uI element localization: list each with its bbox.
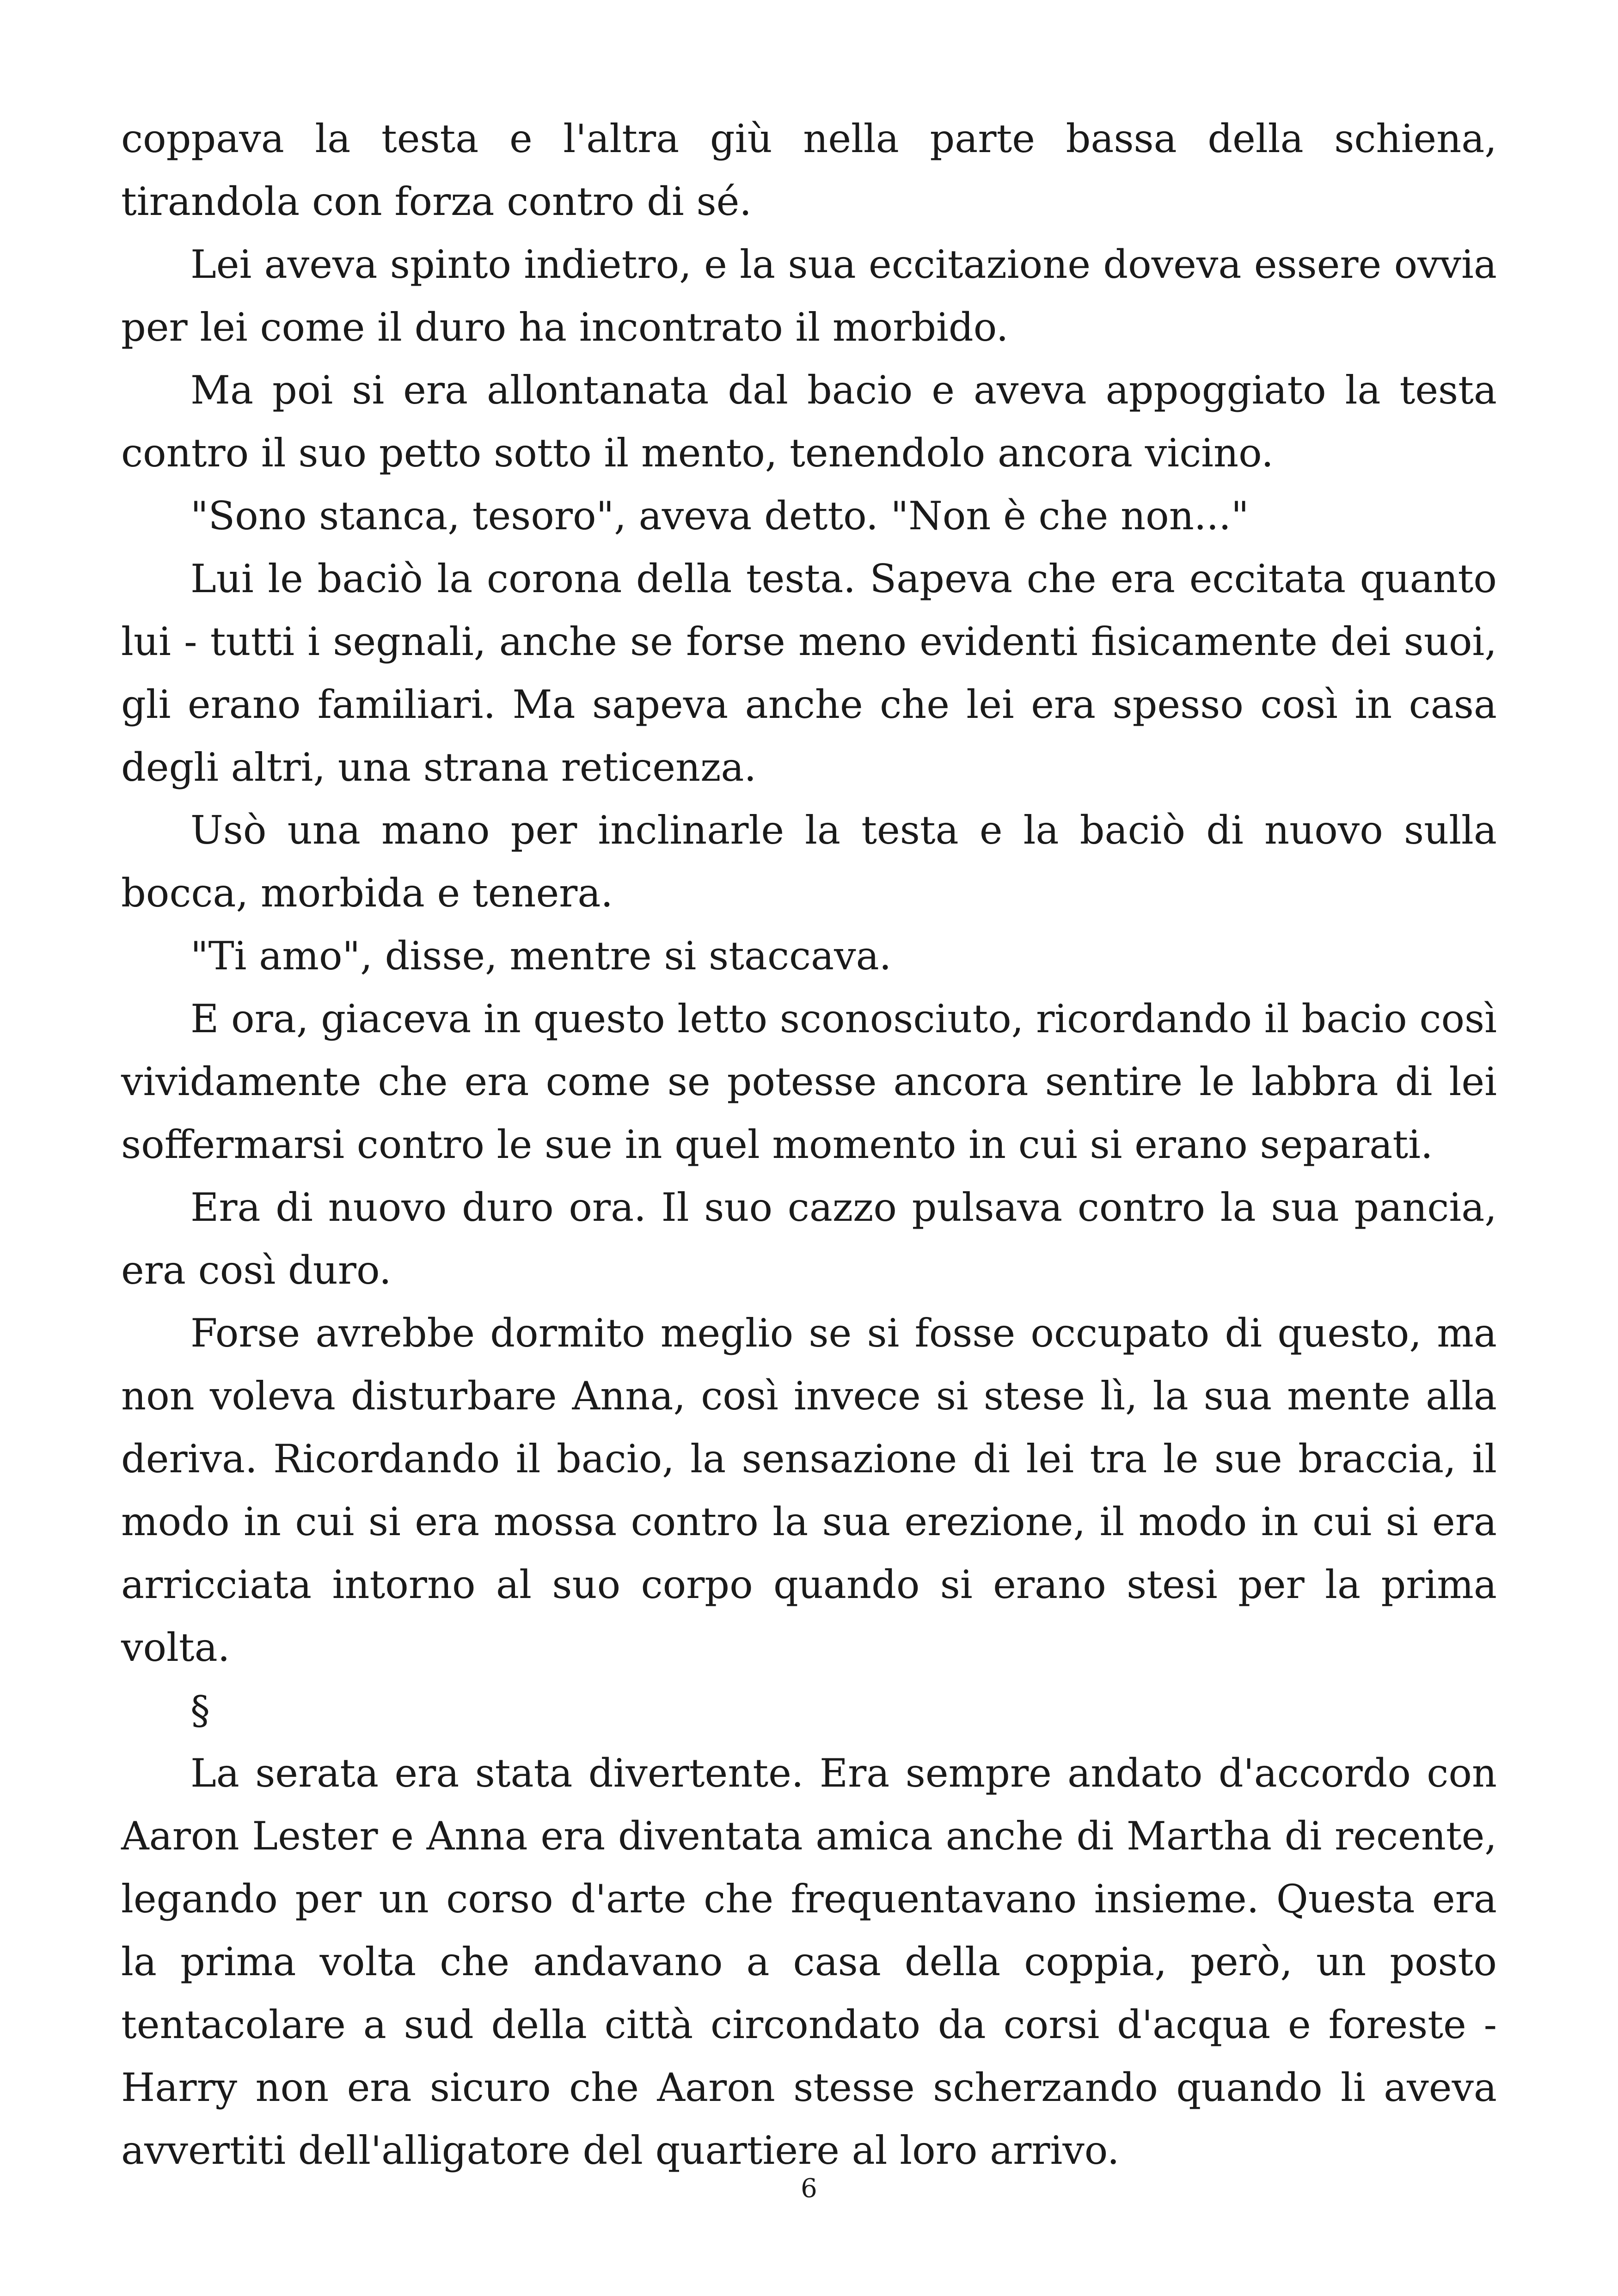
section-break: § [190, 1688, 210, 1733]
paragraph-8: E ora, giaceva in questo letto sconosciuto, ricordando il bacio così vividamente che era come se potesse ancora sentire le labbra di lei soffermarsi contro le sue in quel momento in cui si erano separati. [121, 996, 1497, 1167]
paragraph-10: Forse avrebbe dormito meglio se si fosse occupato di questo, ma non voleva disturbare Anna, così invece si stese lì, la sua mente alla deriva. Ricordando il bacio, la sensazione di lei tra le sue braccia, il modo in cui si era mossa contro la sua erezione, il modo in cui si era arricciata intorno al suo corpo quando si erano stesi per la prima volta. [121, 1310, 1497, 1670]
paragraph-2: Lei aveva spinto indietro, e la sua eccitazione doveva essere ovvia per lei come il duro ha incontrato il morbido. [121, 242, 1497, 350]
page-number: 6 [801, 2174, 817, 2204]
paragraph-7: "Ti amo", disse, mentre si staccava. [190, 933, 892, 979]
paragraph-11: La serata era stata divertente. Era sempre andato d'accordo con Aaron Lester e Anna era diventata amica anche di Martha di recente, legando per un corso d'arte che frequentavano insieme. Questa era la prima volta che andavano a casa della coppia, però, un posto tentacolare a sud della città circondato da corsi d'acqua e foreste - Harry non era sicuro che Aaron stesse scherzando quando li aveva avvertiti dell'alligatore del quartiere al loro arrivo. [121, 1751, 1497, 2173]
paragraph-4: "Sono stanca, tesoro", aveva detto. "Non è che non..." [190, 493, 1249, 539]
paragraph-3: Ma poi si era allontanata dal bacio e aveva appoggiato la testa contro il suo petto sotto il mento, tenendolo ancora vicino. [121, 367, 1497, 476]
paragraph-1: coppava la testa e l'altra giù nella parte bassa della schiena, tirandola con forza contro di sé. [121, 116, 1497, 224]
body-text [121, 107, 1497, 2182]
paragraph-9: Era di nuovo duro ora. Il suo cazzo pulsava contro la sua pancia, era così duro. [121, 1185, 1497, 1293]
paragraph-5: Lui le baciò la corona della testa. Sapeva che era eccitata quanto lui - tutti i segnali, anche se forse meno evidenti fisicamente dei suoi, gli erano familiari. Ma sapeva anche che lei era spesso così in casa degli altri, una strana reticenza. [121, 556, 1497, 790]
paragraph-6: Usò una mano per inclinarle la testa e la baciò di nuovo sulla bocca, morbida e tenera. [121, 808, 1497, 916]
